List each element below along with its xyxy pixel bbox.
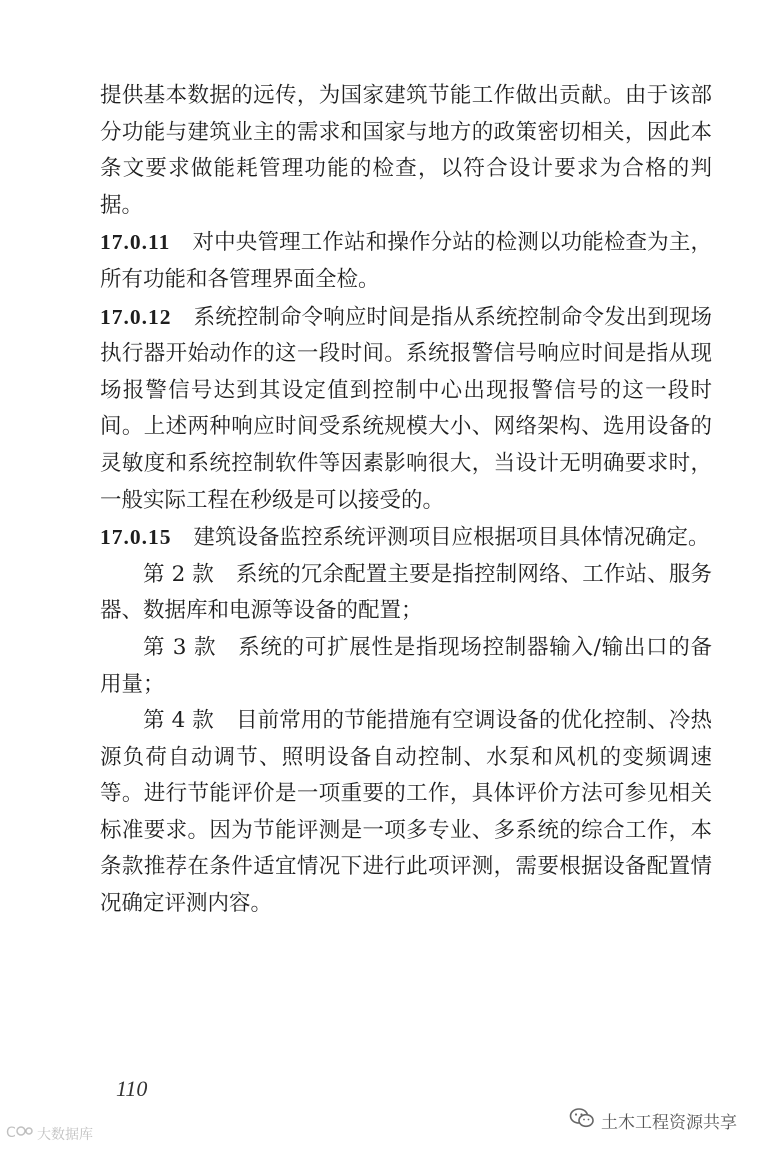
kuan-label: 第 4 款 <box>143 708 214 734</box>
kuan-label: 第 2 款 <box>143 561 214 587</box>
kuan-2 <box>100 557 712 630</box>
wechat-icon <box>569 1107 595 1134</box>
svg-text:C: C <box>6 1125 16 1141</box>
logo-icon <box>6 1123 34 1145</box>
corner-watermark-text: 大数据库 <box>37 1127 93 1143</box>
page-number: 110 <box>116 1076 148 1101</box>
kuan-text: 系统的可扩展性是指现场控制器输入/输出口的备用量； <box>100 634 712 697</box>
clause-17-0-12 <box>100 299 712 520</box>
kuan-4 <box>100 703 712 923</box>
kuan-text: 目前常用的节能措施有空调设备的优化控制、冷热源负荷自动调节、照明设备自动控制、水泵和风机的变频调速等。进行节能评价是一项重要的工作，具体评价方法可参见相关标准要求。因为节能评测是一项多专业、多系统的综合工作，本条款推荐在条件适宜情况下进行此项评测，需要根据设备配置情况确定评测内容。 <box>100 708 712 917</box>
corner-watermark <box>6 1123 93 1145</box>
clause-number: 17.0.12 <box>100 304 172 329</box>
clause-17-0-15 <box>100 519 712 557</box>
clause-17-0-11 <box>100 224 712 298</box>
kuan-label: 第 3 款 <box>143 634 217 660</box>
wechat-account-name: 土木工程资源共享 <box>601 1113 737 1133</box>
wechat-watermark <box>569 1107 737 1134</box>
clause-number: 17.0.15 <box>100 525 172 550</box>
clause-text: 系统控制命令响应时间是指从系统控制命令发出到现场执行器开始动作的这一段时间。系统报警信号响应时间是指从现场报警信号达到其设定值到控制中心出现报警信号的这一段时间。上述两种响应时间受系统规模大小、网络架构、选用设备的灵敏度和系统控制软件等因素影响很大，当设计无明确要求时，一般实际工程在秒级是可以接受的。 <box>100 304 712 513</box>
document-body <box>100 78 712 923</box>
clause-text: 对中央管理工作站和操作分站的检测以功能检查为主，所有功能和各管理界面全检。 <box>100 230 712 292</box>
clause-number: 17.0.11 <box>100 230 171 255</box>
kuan-text: 系统的冗余配置主要是指控制网络、工作站、服务器、数据库和电源等设备的配置； <box>100 561 712 624</box>
paragraph-text: 提供基本数据的远传，为国家建筑节能工作做出贡献。由于该部分功能与建筑业主的需求和国家与地方的政策密切相关，因此本条文要求做能耗管理功能的检查，以符合设计要求为合格的判据。 <box>100 83 712 218</box>
kuan-3 <box>100 630 712 703</box>
paragraph-energy-management <box>100 78 712 224</box>
clause-text: 建筑设备监控系统评测项目应根据项目具体情况确定。 <box>193 525 710 551</box>
